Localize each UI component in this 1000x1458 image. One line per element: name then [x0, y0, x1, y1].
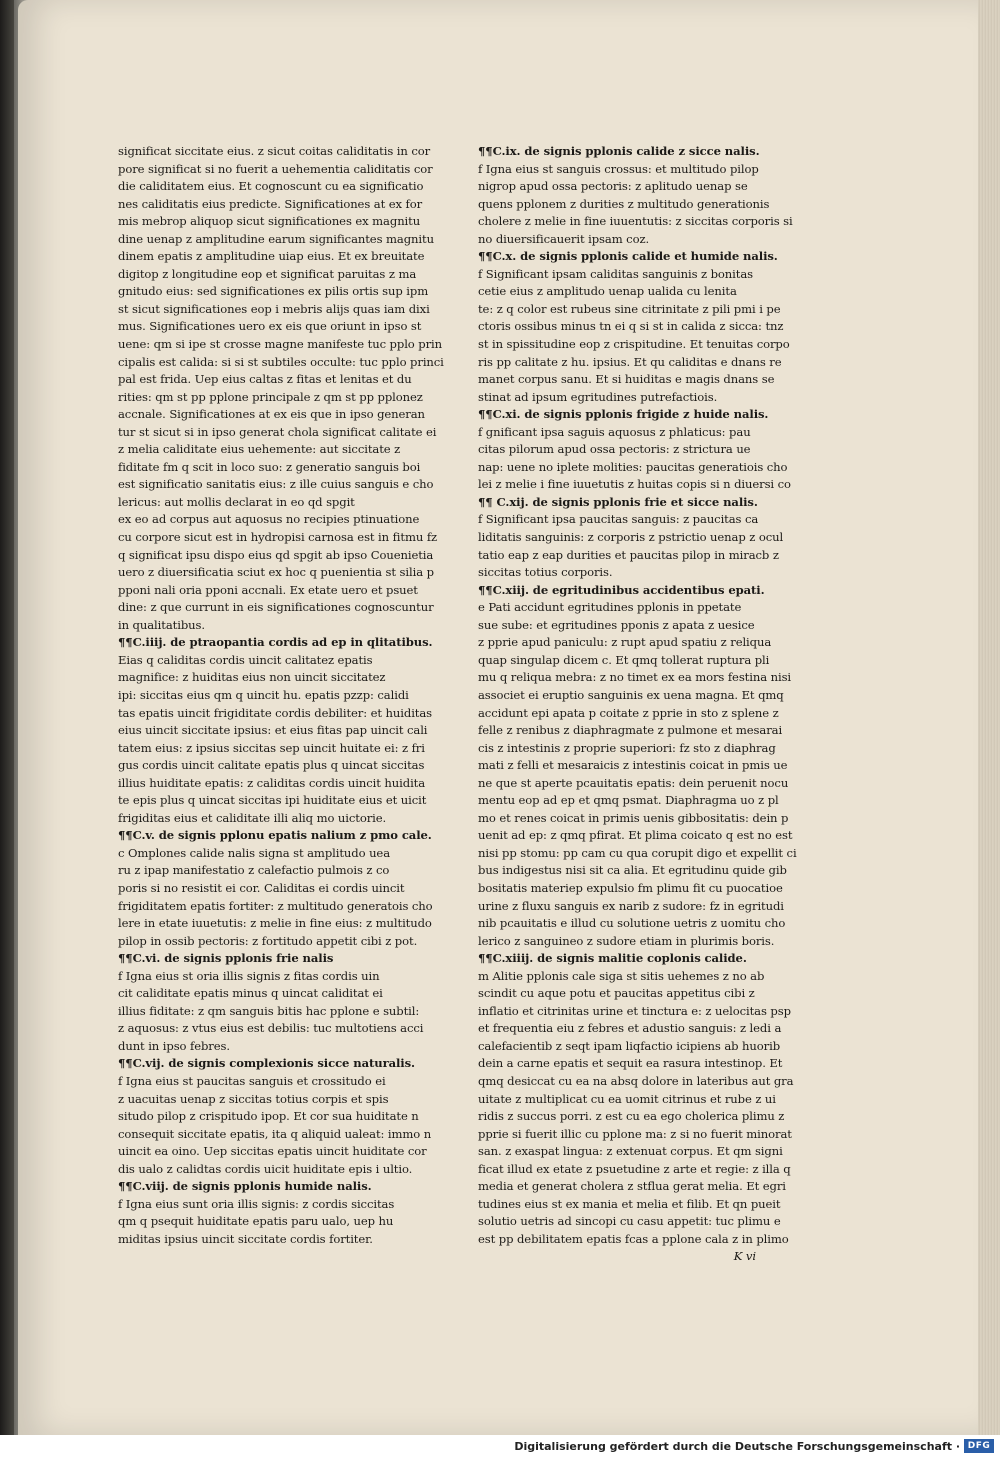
text-line: te: z q color est rubeus sine citrinitate z pili pmi i pe: [478, 301, 781, 316]
text-line: est significatio sanitatis eius: z ille cuius sanguis e cho: [118, 477, 434, 492]
text-line: ¶¶ C.xij. de signis pplonis frie et sicce nalis.: [478, 494, 768, 512]
text-line: Eias q caliditas cordis uincit calitatez epatis: [118, 652, 373, 667]
text-line: significat siccitate eius. z sicut coitas caliditatis in cor: [118, 144, 431, 158]
text-line: qmq desiccat cu ea na absq dolore in lateribus aut gra: [478, 1073, 794, 1088]
text-line: pprie si fuerit illic cu pplone ma: z si no fuerit minorat: [478, 1126, 792, 1141]
text-line: z pprie apud paniculu: z rupt apud spatiu z reliqua: [478, 635, 772, 650]
text-line: uenit ad ep: z qmq pfirat. Et plima coicato q est no est: [478, 828, 793, 843]
text-line: f gnificant ipsa saguis aquosus z phlaticus: pau: [478, 424, 751, 439]
text-line: illius fiditate: z qm sanguis bitis hac pplone e subtil:: [118, 1003, 420, 1018]
text-line: die caliditatem eius. Et cognoscunt cu ea significatio: [118, 179, 424, 194]
text-line: dine: z que currunt in eis significationes cognoscuntur: [118, 600, 434, 615]
text-line: ¶¶ C.xiiij. de signis malitie coplonis calide.: [478, 950, 768, 968]
text-line: san. z exaspat lingua: z extenuat corpus. Et qm signi: [478, 1144, 783, 1159]
text-line: tas epatis uincit frigiditate cordis debiliter: et huiditas: [118, 705, 433, 720]
text-line: eius uincit siccitate ipsius: et eius fitas pap uincit cali: [118, 723, 428, 738]
text-block: [478, 248, 790, 406]
text-line: stinat ad ipsum egritudines putrefactiois.: [478, 389, 718, 404]
text-line: tatem eius: z ipsius siccitas sep uincit huitate ei: z fri: [118, 740, 425, 755]
text-line: lerico z sanguineo z sudore etiam in plurimis boris.: [478, 933, 775, 948]
text-line: ex eo ad corpus aut aquosus no recipies ptinuatione: [118, 512, 420, 527]
text-line: frigiditatem epatis fortiter: z multitudo generatois cho: [118, 898, 433, 913]
text-block: [118, 950, 424, 1055]
text-line: lere in etate iuuetutis: z melie in fine eius: z multitudo: [118, 916, 432, 931]
text-line: frigiditas eius et caliditate illi aliq mo uictorie.: [118, 810, 387, 825]
text-line: mus. Significationes uero ex eis que oriunt in ipso st: [118, 319, 422, 334]
text-line: pore significat si no fuerit a uehementia caliditatis cor: [118, 161, 433, 176]
text-line: nisi pp stomu: pp cam cu qua corupit digo et expellit ci: [478, 845, 797, 860]
text-line: gus cordis uincit calitate epatis plus q uincat siccitas: [118, 758, 425, 773]
footer-credit: Digitalisierung gefördert durch die Deutsche Forschungsgemeinschaft ·: [514, 1440, 960, 1453]
text-line: dein a carne epatis et sequit ea rasura intestinop. Et: [478, 1056, 783, 1071]
book-spine: [0, 0, 14, 1435]
text-line: et frequentia eiu z febres et adustio sanguis: z ledi a: [478, 1021, 782, 1036]
text-line: nap: uene no iplete molities: paucitas generatiois cho: [478, 459, 788, 474]
text-line: solutio uetris ad sincopi cu casu appetit: tuc plimu e: [478, 1214, 781, 1229]
text-line: fiditate fm q scit in loco suo: z generatio sanguis boi: [118, 459, 421, 474]
text-line: no diuersificauerit ipsam coz.: [478, 231, 650, 246]
text-block: [118, 1055, 432, 1178]
text-line: nib pcauitatis e illud cu solutione uetris z uomitu cho: [478, 916, 786, 931]
text-line: ¶¶ C.viij. de signis pplonis humide nalis.: [118, 1178, 396, 1196]
text-line: lei z melie i fine iuuetutis z huitas copis si n diuersi co: [478, 477, 791, 492]
text-line: st in spissitudine eop z crispitudine. Et tenuitas corpo: [478, 337, 790, 352]
text-line: inflatio et citrinitas urine et tinctura e: z uelocitas psp: [478, 1003, 791, 1018]
text-line: digitop z longitudine eop et significat paruitas z ma: [118, 266, 417, 281]
text-line: f Significant ipsam caliditas sanguinis z bonitas: [478, 266, 753, 281]
text-line: cetie eius z amplitudo uenap ualida cu lenita: [478, 284, 737, 299]
text-line: c Omplones calide nalis signa st amplitudo uea: [118, 845, 391, 860]
text-line: dinem epatis z amplitudine uiap eius. Et ex breuitate: [118, 249, 425, 264]
text-line: bositatis materiep expulsio fm plimu fit cu puocatioe: [478, 880, 783, 895]
text-line: magnifice: z huiditas eius non uincit siccitatez: [118, 670, 386, 685]
text-line: m Alitie pplonis cale siga st sitis uehemes z no ab: [478, 968, 765, 983]
text-block: [118, 634, 433, 827]
text-line: cu corpore sicut est in hydropisi carnosa est in fitmu fz: [118, 530, 438, 545]
text-line: nes caliditatis eius predicte. Significationes at ex for: [118, 196, 423, 211]
text-line: f Igna eius sunt oria illis signis: z cordis siccitas: [118, 1196, 395, 1211]
text-line: tur st sicut si in ipso generat chola significat calitate ei: [118, 424, 437, 439]
text-line: scindit cu aque potu et paucitas appetitus cibi z: [478, 986, 755, 1001]
text-block: [118, 1178, 396, 1248]
text-line: cipalis est calida: si si st subtiles occulte: tuc pplo princi: [118, 354, 444, 369]
text-line: uincit ea oino. Uep siccitas epatis uincit huiditate cor: [118, 1144, 427, 1159]
text-line: tatio eap z eap durities et paucitas pilop in miracb z: [478, 547, 779, 562]
text-line: miditas ipsius uincit siccitate cordis fortiter.: [118, 1231, 373, 1246]
text-line: dis ualo z calidtas cordis uicit huiditate epis i ultio.: [118, 1161, 413, 1176]
text-line: ridis z succus porri. z est cu ea ego cholerica plimu z: [478, 1109, 785, 1124]
text-block: [118, 827, 433, 950]
text-line: cit caliditate epatis minus q uincat caliditat ei: [118, 986, 383, 1001]
text-line: liditatis sanguinis: z corporis z pstrictio uenap z ocul: [478, 530, 784, 545]
text-line: f Igna eius st sanguis crossus: et multitudo pilop: [478, 161, 759, 176]
text-line: ne que st aperte pcauitatis epatis: dein peruenit nocu: [478, 775, 789, 790]
text-line: ris pp calitate z hu. ipsius. Et qu caliditas e dnans re: [478, 354, 782, 369]
text-line: sue sube: et egritudines pponis z apata z uesice: [478, 617, 755, 632]
text-line: st sicut significationes eop i mebris alijs quas iam dixi: [118, 301, 430, 316]
text-line: siccitas totius corporis.: [478, 565, 613, 580]
text-line: citas pilorum apud ossa pectoris: z strictura ue: [478, 442, 751, 457]
text-block: [478, 582, 797, 950]
text-line: z aquosus: z vtus eius est debilis: tuc multotiens acci: [118, 1021, 424, 1036]
text-line: q significat ipsu dispo eius qd spgit ab ipso Couenietia: [118, 547, 434, 562]
text-line: ru z ipap manifestatio z calefactio pulmois z co: [118, 863, 390, 878]
text-line: uero z diuersificatia sciut ex hoc q puenientia st silia p: [118, 565, 434, 580]
text-line: pilop in ossib pectoris: z fortitudo appetit cibi z pot.: [118, 933, 418, 948]
text-line: quap singulap dicem c. Et qmq tollerat ruptura pli: [478, 652, 770, 667]
text-line: associet ei eruptio sanguinis ex uena magna. Et qmq: [478, 687, 784, 702]
text-line: f Significant ipsa paucitas sanguis: z paucitas ca: [478, 512, 759, 527]
text-line: bus indigestus nisi sit ca alia. Et egritudinu quide gib: [478, 863, 787, 878]
left-text-column: [118, 143, 444, 1248]
page-stack-edge: [978, 0, 1000, 1435]
text-line: mo et renes coicat in primis uenis gibbositatis: dein p: [478, 810, 789, 825]
text-line: ¶¶ C.v. de signis pplonu epatis nalium z pmo cale.: [118, 827, 396, 845]
text-line: rities: qm st pp pplone principale z qm st pp pplonez: [118, 389, 423, 404]
text-line: te epis plus q uincat siccitas ipi huiditate eius et uicit: [118, 793, 427, 808]
signature-mark: K vi: [733, 1249, 756, 1264]
text-line: ipi: siccitas eius qm q uincit hu. epatis pzzp: calidi: [118, 687, 409, 702]
text-block: [118, 143, 444, 634]
text-line: est pp debilitatem epatis fcas a pplone cala z in plimo: [478, 1231, 789, 1246]
right-text-column: [478, 143, 797, 1266]
text-line: tudines eius st ex mania et melia et filib. Et qn pueit: [478, 1196, 781, 1211]
text-line: mis mebrop aliquop sicut significationes ex magnitu: [118, 214, 421, 229]
text-line: felle z renibus z diaphragmate z pulmone et mesarai: [478, 723, 783, 738]
text-line: lericus: aut mollis declarat in eo qd spgit: [118, 494, 355, 509]
text-line: ctoris ossibus minus tn ei q si st in calida z sicca: tnz: [478, 319, 784, 334]
text-line: nigrop apud ossa pectoris: z aplitudo uenap se: [478, 179, 748, 194]
text-line: qm q psequit huiditate epatis paru ualo, uep hu: [118, 1214, 394, 1229]
text-line: urine z fluxu sanguis ex narib z sudore: fz in egritudi: [478, 898, 784, 913]
text-block: [478, 406, 791, 494]
text-line: consequit siccitate epatis, ita q aliquid ualeat: immo n: [118, 1126, 432, 1141]
text-line: accidunt epi apata p coitate z pprie in sto z splene z: [478, 705, 779, 720]
text-line: pponi nali oria pponi accnali. Ex etate uero et psuet: [118, 582, 418, 597]
text-line: illius huiditate epatis: z caliditas cordis uincit huidita: [118, 775, 426, 790]
text-line: pal est frida. Uep eius caltas z fitas et lenitas et du: [118, 372, 412, 387]
text-line: manet corpus sanu. Et si huiditas e magis dnans se: [478, 372, 775, 387]
text-line: cis z intestinis z proprie superiori: fz sto z diaphrag: [478, 740, 776, 755]
text-block: [478, 494, 784, 582]
text-line: in qualitatibus.: [118, 617, 205, 632]
text-line: media et generat cholera z stflua gerat melia. Et egri: [478, 1179, 786, 1194]
footer-bar: [0, 1435, 1000, 1458]
text-block: [478, 950, 794, 1248]
text-line: mentu eop ad ep et qmq psmat. Diaphragma uo z pl: [478, 793, 779, 808]
text-line: dine uenap z amplitudine earum significantes magnitu: [118, 231, 434, 246]
text-block: [478, 143, 793, 248]
text-line: mu q reliqua mebra: z no timet ex ea mors festina nisi: [478, 670, 792, 685]
text-line: ¶¶ C.vi. de signis pplonis frie nalis: [118, 950, 396, 968]
text-line: z uacuitas uenap z siccitas totius corpis et spis: [118, 1091, 389, 1106]
text-line: f Igna eius st paucitas sanguis et crossitudo ei: [118, 1073, 386, 1088]
text-line: calefacientib z seqt ipam liqfactio icipiens ab huorib: [478, 1038, 781, 1053]
text-line: ¶¶ C.vij. de signis complexionis sicce naturalis.: [118, 1055, 396, 1073]
text-line: e Pati accidunt egritudines pplonis in ppetate: [478, 600, 742, 615]
text-line: accnale. Significationes at ex eis que in ipso generan: [118, 407, 425, 422]
text-line: uitate z multiplicat cu ea uomit citrinus et rube z ui: [478, 1091, 776, 1106]
text-line: situdo pilop z crispitudo ipop. Et cor sua huiditate n: [118, 1109, 419, 1124]
text-line: gnitudo eius: sed significationes ex pilis ortis sup ipm: [118, 284, 429, 299]
text-line: ¶¶ C.xiij. de egritudinibus accidentibus epati.: [478, 582, 768, 600]
dfg-logo: DFG: [964, 1439, 994, 1453]
text-line: ¶¶ C.x. de signis pplonis calide et humide nalis.: [478, 248, 768, 266]
text-line: ficat illud ex etate z psuetudine z arte et regie: z illa q: [478, 1161, 791, 1176]
text-line: quens pplonem z durities z multitudo generationis: [478, 196, 770, 211]
text-line: cholere z melie in fine iuuentutis: z siccitas corporis si: [478, 214, 793, 229]
text-line: mati z felli et mesaraicis z intestinis coicat in pmis ue: [478, 758, 788, 773]
text-line: ¶¶ C.iiij. de ptraopantia cordis ad ep in qlitatibus.: [118, 634, 396, 652]
text-line: ¶¶ C.ix. de signis pplonis calide z sicce nalis.: [478, 143, 768, 161]
text-line: ¶¶ C.xi. de signis pplonis frigide z huide nalis.: [478, 406, 768, 424]
text-line: uene: qm si ipe st crosse magne manifeste tuc pplo prin: [118, 337, 443, 352]
text-line: z melia caliditate eius uehemente: aut siccitate z: [118, 442, 401, 457]
text-line: dunt in ipso febres.: [118, 1038, 230, 1053]
text-line: poris si no resistit ei cor. Caliditas ei cordis uincit: [118, 880, 405, 895]
text-line: f Igna eius st oria illis signis z fitas cordis uin: [118, 968, 380, 983]
